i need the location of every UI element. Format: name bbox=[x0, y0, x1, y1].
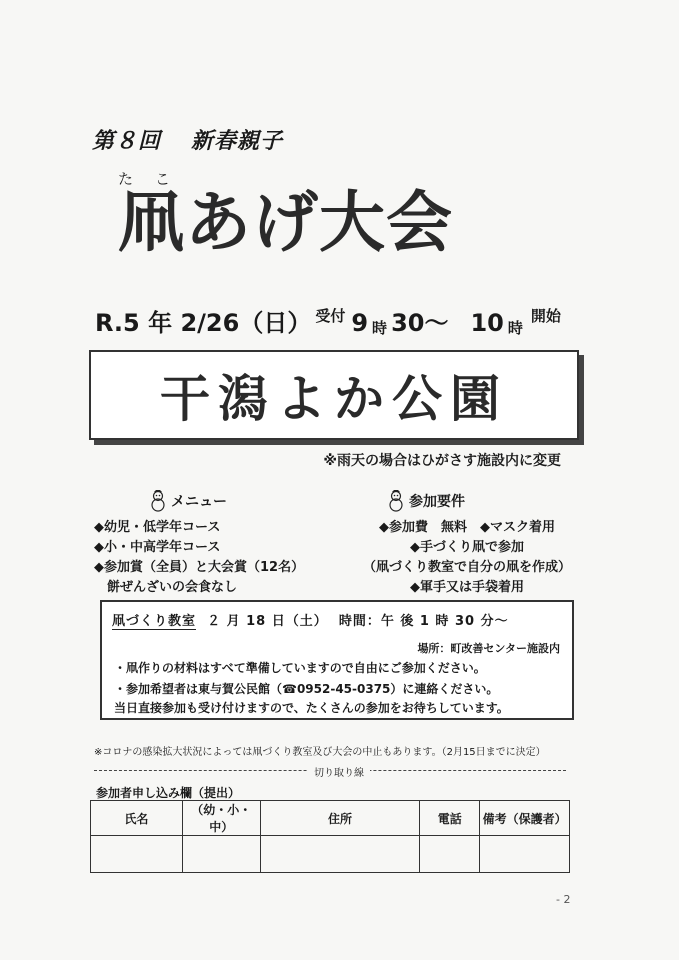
workshop-bullet: ・凧作りの材料はすべて準備していますので自由にご参加ください。 bbox=[114, 661, 486, 675]
page-title: 凧あげ大会 bbox=[118, 184, 453, 261]
start-hour: 10 bbox=[470, 309, 504, 337]
workshop-label: 凧づくり教室 bbox=[112, 614, 197, 629]
form-col-phone: 電話 bbox=[420, 801, 480, 836]
start-hour-unit: 時 bbox=[507, 319, 523, 337]
menu-heading bbox=[148, 490, 227, 512]
workshop-bullet: ・参加希望者は東与賀公民館（☎0952-45-0375）に連絡ください。 bbox=[114, 682, 499, 696]
form-address-cell[interactable] bbox=[260, 836, 420, 873]
form-grade-cell[interactable] bbox=[182, 836, 260, 873]
menu-item: ◆参加賞（全員）と大会賞（12名） bbox=[94, 560, 305, 575]
title-ruby: たこ bbox=[118, 170, 193, 188]
start-label: 開始 bbox=[530, 307, 561, 325]
form-title: 参加者申し込み欄（提出） bbox=[96, 786, 241, 800]
workshop-box bbox=[100, 600, 574, 720]
reception-hour: 9 bbox=[351, 309, 369, 337]
form-header-row bbox=[91, 801, 570, 836]
form-col-address: 住所 bbox=[260, 801, 420, 836]
requirement-item: ◆手づくり凧で参加 bbox=[410, 540, 524, 555]
menu-list bbox=[94, 518, 304, 598]
page-mark: - 2 bbox=[556, 893, 571, 906]
event-edition bbox=[92, 124, 283, 155]
workshop-schedule bbox=[112, 610, 509, 629]
form-col-name: 氏名 bbox=[91, 801, 183, 836]
form-remarks-cell[interactable] bbox=[480, 836, 570, 873]
requirements-list bbox=[352, 518, 582, 598]
workshop-place: 場所：町改善センター施設内 bbox=[417, 642, 560, 655]
reception-minute: 30～ bbox=[391, 309, 449, 337]
rain-note: ※雨天の場合はひがさす施設内に変更 bbox=[323, 453, 561, 469]
requirements-heading-label: 参加要件 bbox=[409, 494, 465, 510]
workshop-date: ２ 月 18 日（土） bbox=[207, 614, 328, 629]
menu-item: ◆幼児・低学年コース bbox=[94, 520, 221, 535]
venue-name: 干潟よか公園 bbox=[160, 370, 508, 428]
form-phone-cell[interactable] bbox=[420, 836, 480, 873]
menu-heading-label: メニュー bbox=[171, 494, 227, 510]
event-date: R.5 年 2/26（日） bbox=[95, 309, 312, 337]
requirement-item: ◆参加費 無料 ◆マスク着用 bbox=[379, 520, 555, 535]
requirement-item: （凧づくり教室で自分の凧を作成） bbox=[362, 560, 571, 575]
cut-line bbox=[94, 764, 566, 779]
reception-hour-unit: 時 bbox=[372, 319, 388, 337]
form-entry-row[interactable] bbox=[91, 836, 570, 873]
snowman-icon bbox=[148, 490, 168, 512]
venue-box bbox=[89, 350, 579, 440]
snowman-icon bbox=[386, 490, 406, 512]
requirements-heading bbox=[386, 490, 465, 512]
requirement-item: ◆軍手又は手袋着用 bbox=[410, 580, 524, 595]
reception-label: 受付 bbox=[315, 307, 346, 325]
event-schedule bbox=[95, 303, 567, 338]
event-type: 新春親子 bbox=[191, 129, 284, 154]
cut-line-label: 切り取り線 bbox=[308, 764, 370, 779]
form-name-cell[interactable] bbox=[91, 836, 183, 873]
form-col-remarks: 備考（保護者） bbox=[480, 801, 570, 836]
menu-item: 餅ぜんざいの会食なし bbox=[94, 580, 238, 595]
form-col-grade: （幼・小・中） bbox=[182, 801, 260, 836]
edition-number: 第８回 bbox=[92, 129, 162, 154]
application-form bbox=[90, 800, 570, 873]
workshop-time: 時間：午 後 1 時 30 分～ bbox=[338, 614, 509, 629]
workshop-note: 当日直接参加も受け付けますので、たくさんの参加をお待ちしています。 bbox=[114, 701, 509, 715]
corona-note: ※コロナの感染拡大状況によっては凧づくり教室及び大会の中止もあります。（2月15日までに決定） bbox=[94, 747, 546, 758]
menu-item: ◆小・中高学年コース bbox=[94, 540, 221, 555]
